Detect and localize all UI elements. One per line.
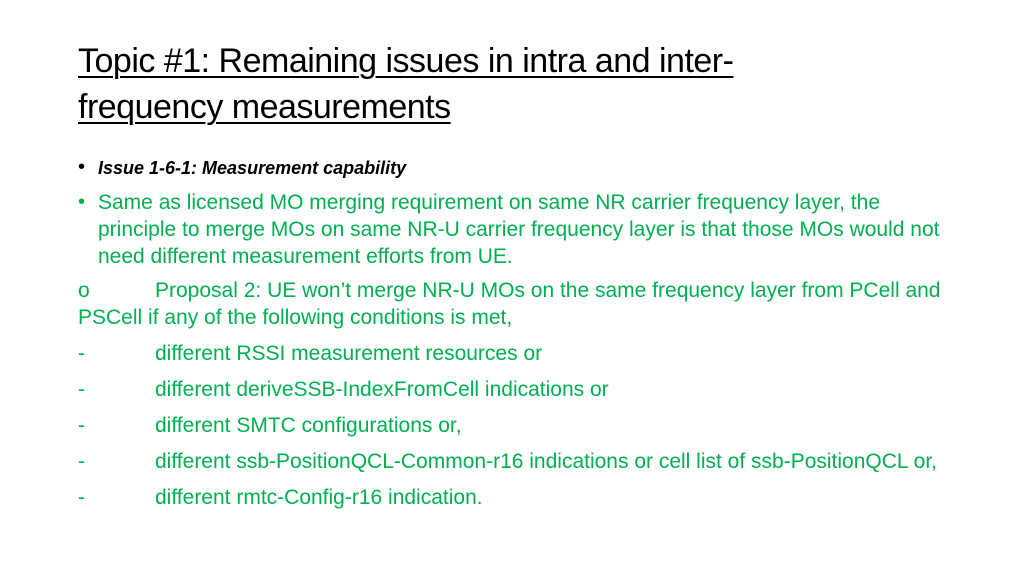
proposal-marker: o <box>78 279 90 302</box>
slide-body <box>78 154 948 520</box>
condition-marker: - <box>78 378 85 401</box>
condition-item <box>78 484 948 511</box>
condition-item <box>78 376 948 403</box>
issue-heading: Issue 1-6-1: Measurement capability <box>98 158 407 178</box>
bullet-dot: • <box>78 191 86 213</box>
condition-text: different ssb-PositionQCL-Common-r16 indications or cell list of ssb-PositionQCL or, <box>155 450 937 473</box>
condition-item <box>78 412 948 439</box>
issue-bullet-item <box>78 154 948 182</box>
title-line-1: Topic #1: Remaining issues in intra and inter- <box>78 42 734 80</box>
condition-marker: - <box>78 414 85 437</box>
condition-text: different deriveSSB-IndexFromCell indications or <box>155 378 609 401</box>
condition-item <box>78 448 948 475</box>
summary-bullet-item <box>78 189 948 270</box>
bullet-dot: • <box>78 156 86 178</box>
condition-text: different rmtc-Config-r16 indication. <box>155 486 483 509</box>
proposal-text: Proposal 2: UE won’t merge NR-U MOs on the same frequency layer from PCell and PSCell if any of the following conditions is met, <box>78 279 941 329</box>
condition-item <box>78 340 948 367</box>
condition-text: different SMTC configurations or, <box>155 414 462 437</box>
condition-text: different RSSI measurement resources or <box>155 342 543 365</box>
title-line-2: frequency measurements <box>78 88 451 126</box>
condition-marker: - <box>78 450 85 473</box>
condition-marker: - <box>78 486 85 509</box>
summary-text: Same as licensed MO merging requirement on same NR carrier frequency layer, the principle to merge MOs on same NR-U carrier frequency layer is that those MOs would not need different measurement efforts from UE. <box>98 191 940 268</box>
condition-marker: - <box>78 342 85 365</box>
proposal-paragraph <box>0 277 948 331</box>
slide-title <box>78 38 978 130</box>
